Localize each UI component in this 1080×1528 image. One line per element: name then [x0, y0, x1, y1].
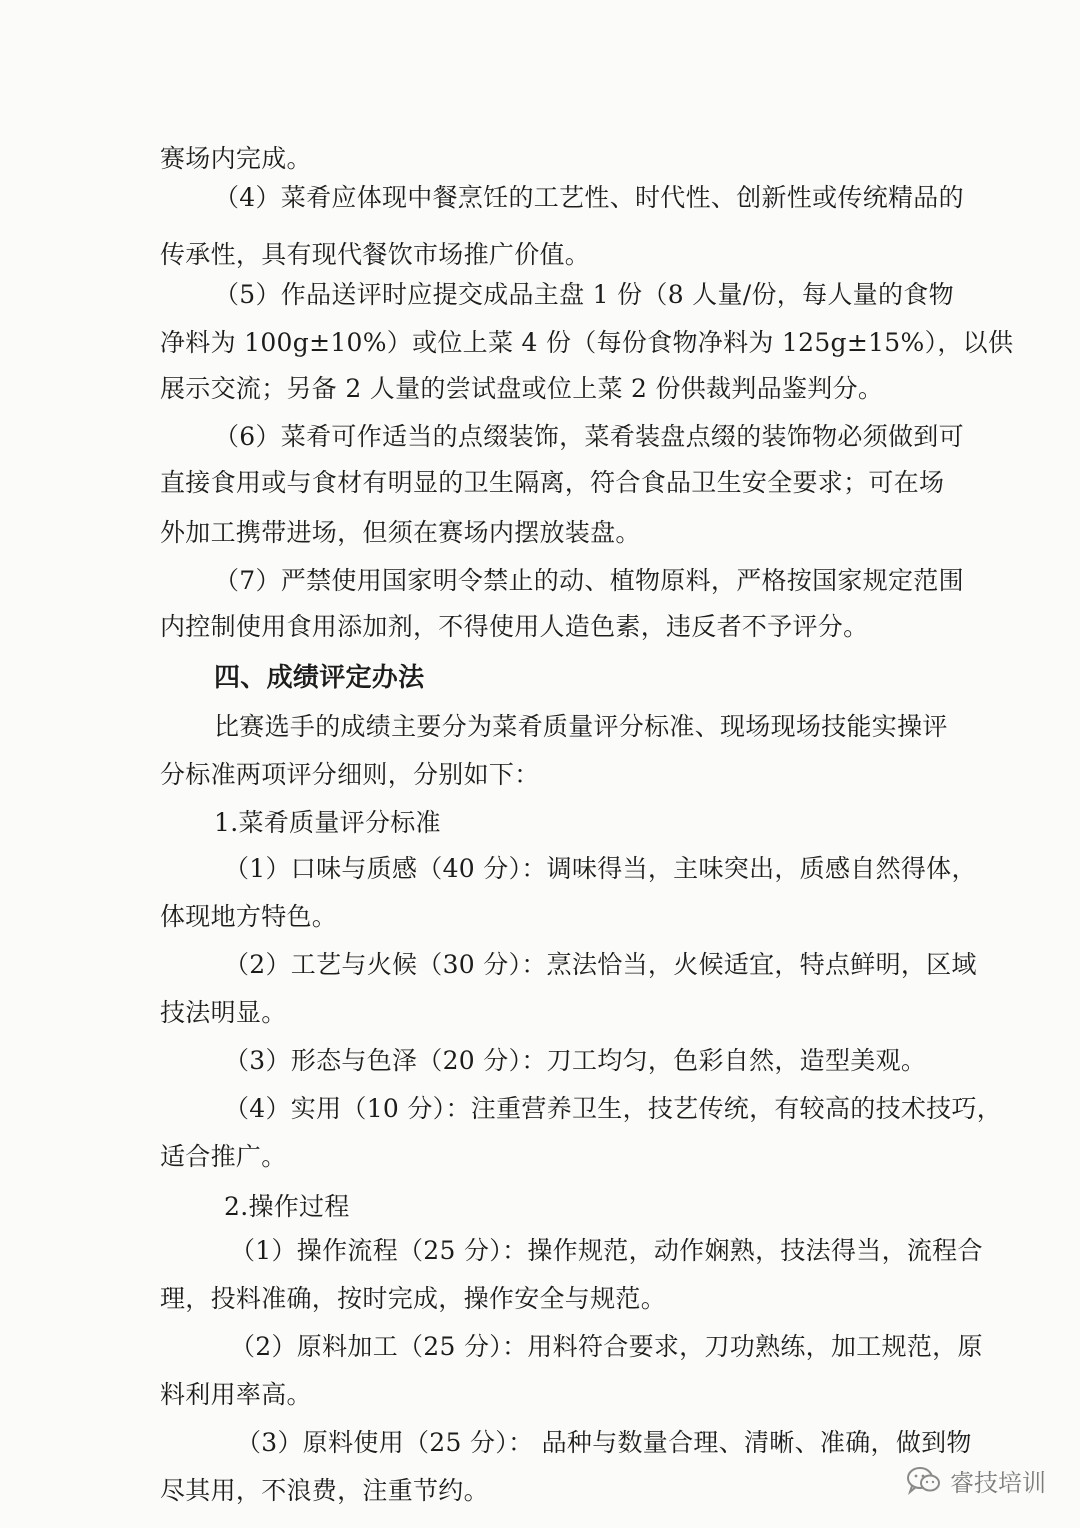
- text-line: （1）操作流程（25 分）：操作规范，动作娴熟，技法得当，流程合: [230, 1236, 983, 1265]
- subsection-heading: 2.操作过程: [224, 1192, 350, 1221]
- section-heading: 四、成绩评定办法: [214, 663, 425, 693]
- text-line: 净料为 100g±10%）或位上菜 4 份（每份食物净料为 125g±15%），以供: [160, 328, 1014, 357]
- text-line: 理，投料准确，按时完成，操作安全与规范。: [160, 1284, 667, 1313]
- text-line: （1）口味与质感（40 分）：调味得当，主味突出，质感自然得体，: [224, 854, 977, 883]
- watermark-text: 睿技培训: [950, 1469, 1046, 1497]
- text-line: （3）形态与色泽（20 分）：刀工均匀，色彩自然，造型美观。: [224, 1046, 927, 1075]
- text-line: 外加工携带进场，但须在赛场内摆放装盘。: [160, 518, 641, 547]
- text-line: 内控制使用食用添加剂，不得使用人造色素，违反者不予评分。: [160, 612, 869, 641]
- text-line: 尽其用，不浪费，注重节约。: [160, 1476, 489, 1505]
- text-line: 展示交流；另备 2 人量的尝试盘或位上菜 2 份供裁判品鉴判分。: [160, 374, 884, 403]
- text-line: 传承性，具有现代餐饮市场推广价值。: [160, 240, 591, 269]
- text-line: 适合推广。: [160, 1142, 287, 1171]
- text-line: 料利用率高。: [160, 1380, 312, 1409]
- subsection-heading: 1.菜肴质量评分标准: [214, 808, 441, 837]
- text-line: （2）工艺与火候（30 分）：烹法恰当，火候适宜，特点鲜明，区域: [224, 950, 977, 979]
- text-line: （5）作品送评时应提交成品主盘 1 份（8 人量/份，每人量的食物: [214, 280, 954, 309]
- text-line: （2）原料加工（25 分）：用料符合要求，刀功熟练，加工规范，原: [230, 1332, 983, 1361]
- text-line: （4）实用（10 分）：注重营养卫生，技艺传统，有较高的技术技巧，: [224, 1094, 1003, 1123]
- text-line: （3）原料使用（25 分）： 品种与数量合理、清晰、准确，做到物: [236, 1428, 972, 1457]
- text-line: 比赛选手的成绩主要分为菜肴质量评分标准、现场现场技能实操评: [214, 712, 948, 741]
- text-line: 分标准两项评分细则，分别如下：: [160, 760, 540, 789]
- text-line: （6）菜肴可作适当的点缀装饰，菜肴装盘点缀的装饰物必须做到可: [214, 422, 964, 451]
- watermark: [906, 1463, 1046, 1498]
- text-line: 直接食用或与食材有明显的卫生隔离，符合食品卫生安全要求；可在场: [160, 468, 945, 497]
- text-line: 技法明显。: [160, 998, 287, 1027]
- text-line: 体现地方特色。: [160, 902, 338, 931]
- text-line: （4）菜肴应体现中餐烹饪的工艺性、时代性、创新性或传统精品的: [214, 183, 964, 212]
- text-line: （7）严禁使用国家明令禁止的动、植物原料，严格按国家规定范围: [214, 566, 964, 595]
- wechat-icon: [906, 1466, 942, 1496]
- text-line: 赛场内完成。: [160, 144, 312, 173]
